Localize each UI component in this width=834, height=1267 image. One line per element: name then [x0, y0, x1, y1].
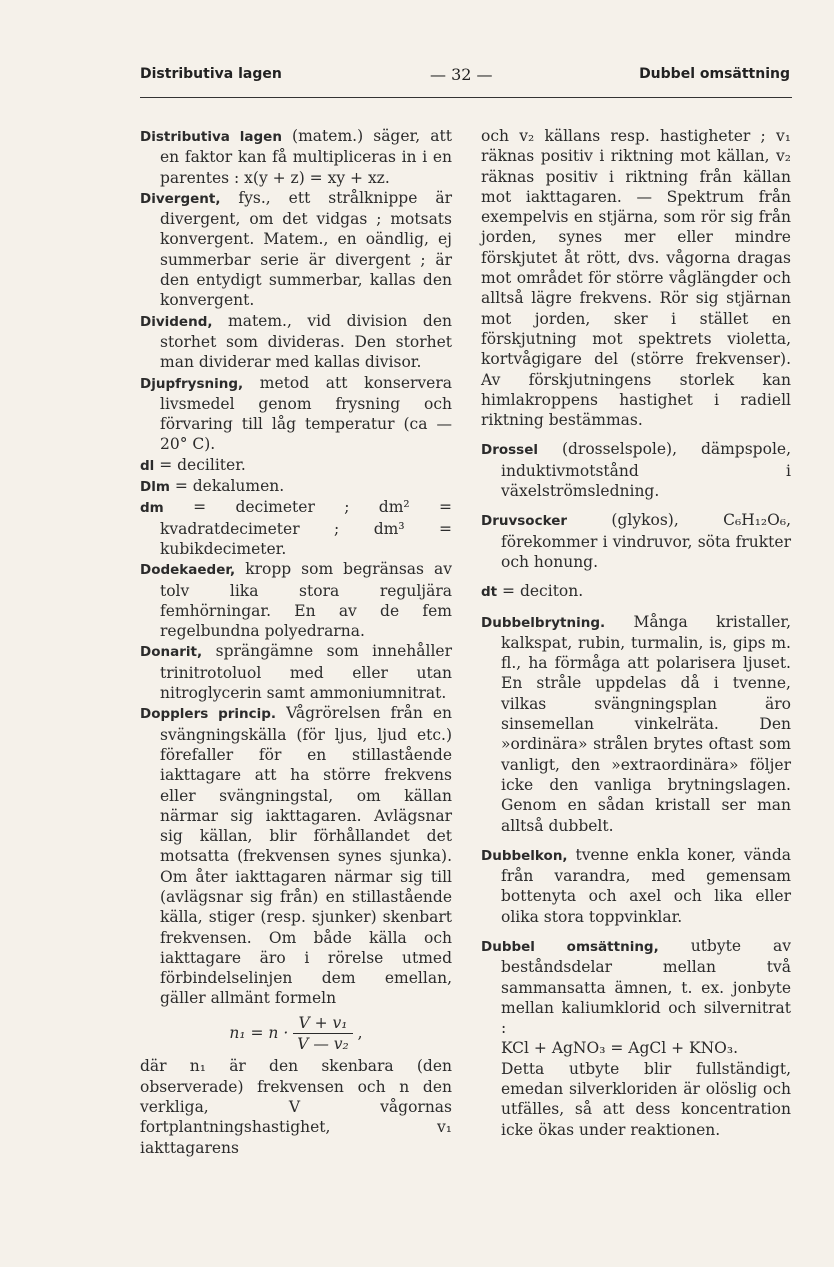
header-right-keyword: Dubbel omsättning: [639, 66, 790, 82]
entry-term: Dubbel omsättning,: [481, 938, 659, 955]
entry-dubbel-omsattning: [481, 936, 791, 1038]
entry-term: dl: [140, 457, 155, 474]
right-column: [481, 126, 791, 1140]
left-column: [140, 126, 452, 1158]
entry-term: Druvsocker: [481, 513, 568, 530]
entry-term: Dubbelkon,: [481, 847, 568, 864]
entry-term: Dodekaeder,: [140, 562, 236, 579]
entry-dubbelkon: [481, 845, 791, 927]
entry-text: = deciliter.: [154, 455, 246, 474]
entry-continuation: Detta utbyte blir fullständigt, emedan silverkloriden är olöslig och utfälles, så att dess koncentration icke ökas under reaktionen.: [501, 1059, 791, 1139]
entry-distributiva-lagen: [140, 126, 452, 188]
entry-text: matem., vid division den storhet som divideras. Den storhet man dividerar med kallas divisor.: [160, 311, 452, 372]
running-header: [140, 66, 790, 88]
entry-dlm: [140, 476, 452, 497]
doppler-formula: [140, 1013, 452, 1055]
entry-text: fys., ett strålknippe är divergent, om det vidgas ; motsats konvergent. Matem., en oändlig, ej summerbar serie är divergent ; är den entydigt summerbar, kallas den konvergent.: [160, 188, 452, 310]
entry-donarit: [140, 641, 452, 703]
entry-text: utbyte av beståndsdelar mellan två sammansatta ämnen, t. ex. jonbyte mellan kaliumklorid och silvernitrat :: [501, 936, 791, 1038]
entry-text: = dekalumen.: [169, 477, 285, 496]
formula-fraction: [293, 1013, 353, 1055]
formula-tail: ,: [357, 1023, 363, 1042]
entry-continuation: där n₁ är den skenbara (den observerade) frekvensen och n den verkliga, V vågornas fortplantningshastighet, v₁ iakttagarens: [140, 1057, 452, 1157]
formula-denominator: V — v₂: [297, 1035, 349, 1054]
entry-text: Vågrörelsen från en svängningskälla (för ljus, ljud etc.) förefaller för en stillastående iakttagare att ha större frekvens eller svängningstal, om källan närmar sig iakttagaren. Avlägsnar sig källan, blir förhållandet det motsatta (frekvensen synes sjunka). Om åter iakttagaren närmar sig till (avlägsnar sig från) en stillastående källa, stiger (resp. sjunker) skenbart frekvensen. Om både källa och iakttagare äro i rörelse utmed förbindelselinjen dem emellan, gäller allmänt formeln: [160, 704, 453, 1008]
entry-term: dm: [140, 500, 164, 517]
entry-text: (glykos), C₆H₁₂O₆, förekommer i vindruvor, söta frukter och honung.: [501, 511, 791, 571]
entry-dl: [140, 455, 452, 476]
entry-text: = decimeter ; dm² = kvadratdecimeter ; dm³ = kubikdecimeter.: [160, 498, 452, 558]
reaction-formula: KCl + AgNO₃ = AgCl + KNO₃.: [501, 1039, 739, 1058]
entry-dubbelbrytning: [481, 612, 791, 836]
page-number: — 32 —: [430, 65, 493, 84]
entry-continuation: och v₂ källans resp. hastigheter ; v₁ räknas positiv i riktning mot källan, v₂ räknas positiv i riktning från källan mot iakttagaren. — Spektrum från exempelvis en stjärna, som rör sig från jorden, synes mer eller mindre förskjutet åt rött, dvs. vågorna dragas mot området för större våglängder och alltså lägre frekvens. Rör sig stjärnan mot jorden, sker i stället en förskjutning mot spektrets violetta, kortvågigare del (större frekvenser). Av förskjutningens storlek kan himlakroppens hastighet i radiell riktning bestämmas.: [481, 127, 791, 430]
entry-term: Divergent,: [140, 190, 221, 207]
entry-dt: [481, 581, 791, 602]
entry-term: Dopplers princip.: [140, 706, 277, 723]
entry-dopplers-princip: [140, 703, 452, 1008]
entry-dodekaeder: [140, 559, 452, 641]
entry-term: Dividend,: [140, 313, 213, 330]
entry-djupfrysning: [140, 373, 452, 455]
entry-drossel: [481, 439, 791, 501]
entry-dividend: [140, 311, 452, 373]
entry-term: Dubbelbrytning.: [481, 614, 606, 631]
entry-term: Drossel: [481, 442, 538, 459]
entry-term: Djupfrysning,: [140, 375, 244, 392]
header-left-keyword: Distributiva lagen: [140, 66, 282, 82]
entry-text: = deciton.: [497, 582, 584, 601]
entry-dm: [140, 497, 452, 559]
formula-numerator: V + v₁: [293, 1013, 353, 1034]
header-rule: [140, 97, 792, 98]
entry-text: sprängämne som innehåller trinitrotoluol med eller utan nitroglycerin samt ammoniumnitrat.: [160, 642, 452, 703]
entry-text: (matem.) säger, att en faktor kan få multipliceras in i en parentes : x(y + z) = xy + xz.: [160, 127, 452, 187]
entry-divergent: [140, 188, 452, 311]
entry-text: metod att konservera livsmedel genom frysning och förvaring till låg temperatur (ca — 20° C).: [160, 373, 452, 454]
entry-term: dt: [481, 584, 498, 601]
formula-lhs: n₁ = n ·: [229, 1023, 289, 1042]
entry-term: Donarit,: [140, 644, 203, 661]
entry-term: Dlm: [140, 479, 170, 496]
entry-druvsocker: [481, 510, 791, 572]
entry-text: kropp som begränsas av tolv lika stora reguljära femhörningar. En av de fem regelbundna polyedrarna.: [160, 560, 452, 641]
entry-term: Distributiva lagen: [140, 129, 282, 145]
entry-text: (drosselspole), dämpspole, induktivmotstånd i växelströmsledning.: [501, 440, 791, 501]
entry-text: Många kristaller, kalkspat, rubin, turmalin, is, gips m. fl., ha förmåga att polarisera ljuset. En stråle uppdelas då i tvenne, vilkas svängningsplan äro sinsemellan vinkelräta. Den »ordinära» strålen brytes oftast som vanligt, den »extraordinära» följer icke den vanliga brytningslagen. Genom en sådan kristall ser man alltså dubbelt.: [501, 612, 791, 835]
entry-text: tvenne enkla koner, vända från varandra, med gemensam bottenyta och axel och lika eller olika stora toppvinklar.: [501, 845, 791, 926]
